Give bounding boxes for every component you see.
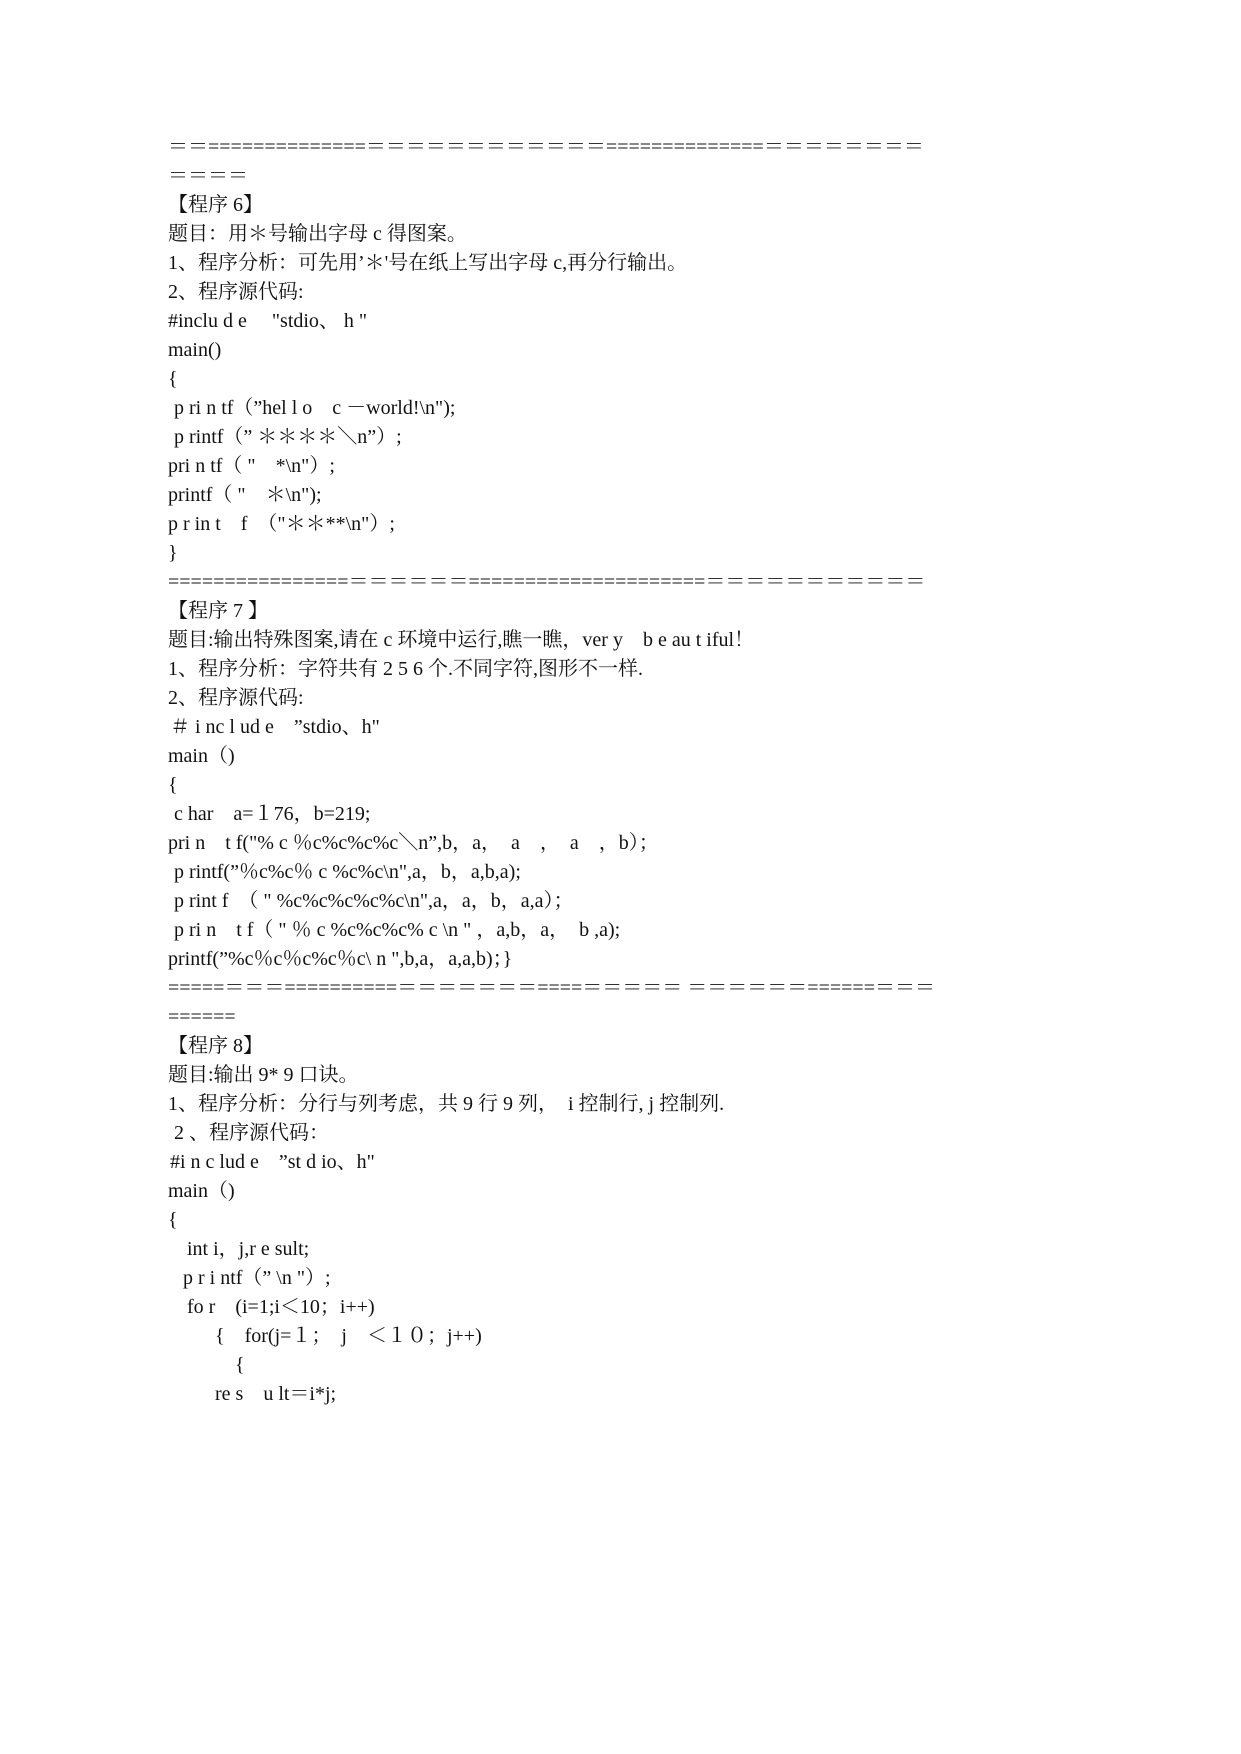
separator-line: ================＝＝＝＝＝＝=====================＝＝＝＝＝＝＝＝＝＝＝ [168, 571, 926, 593]
program-8-heading: 【程序 8】 [168, 1035, 263, 1057]
program-7-code-line: p ri n t f（ " ％ c %c%c%c% c \n " ，a,b，a， b ,a); [174, 919, 621, 941]
program-6-code-line: p r in t f （"＊＊**\n"）; [168, 513, 395, 535]
program-8-code-line: { [235, 1354, 245, 1376]
program-7-source-label: 2、程序源代码: [168, 687, 304, 709]
program-6-code-line: { [168, 368, 178, 390]
program-8-code-line: { for(j=１； j ＜１０；j++) [215, 1325, 482, 1347]
program-7-code-line: ＃ i nc l ud e ”stdio、h" [170, 716, 380, 738]
program-8-analysis: 1、程序分析：分行与列考虑，共 9 行 9 列， i 控制行, j 控制列. [168, 1093, 725, 1115]
program-6-question: 题目：用＊号输出字母 c 得图案。 [168, 223, 467, 245]
program-8-code-line: #i n c lud e ”st d io、h" [170, 1151, 375, 1173]
separator-line: =====＝＝＝==========＝＝＝＝＝＝＝====＝＝＝＝＝ ＝＝＝＝＝＝======＝＝＝ [168, 977, 935, 999]
program-8-code-line: { [168, 1209, 178, 1231]
program-7-code-line: { [168, 774, 178, 796]
program-6-heading: 【程序 6】 [168, 194, 263, 216]
program-6-analysis: 1、程序分析：可先用’＊'号在纸上写出字母 c,再分行输出。 [168, 252, 688, 274]
separator-line: ＝＝==============＝＝＝＝＝＝＝＝＝＝＝＝==============＝＝＝＝＝＝＝＝ [168, 136, 924, 158]
program-7-code-line: c har a=１76，b=219; [174, 803, 371, 825]
program-7-analysis: 1、程序分析：字符共有 2 5 6 个.不同字符,图形不一样. [168, 658, 643, 680]
program-6-code-line: printf（ " ＊\n"); [168, 484, 322, 506]
program-7-code-line: p rint f （ " %c%c%c%c%c\n",a，a，b，a,a）； [174, 890, 574, 912]
separator-line: ＝＝＝＝ [168, 165, 248, 187]
program-7-question: 题目:输出特殊图案,请在 c 环境中运行,瞧一瞧，ver y b e au t iful！ [168, 629, 755, 651]
program-8-code-line: re s u lt＝i*j; [215, 1383, 337, 1405]
program-8-question: 题目:输出 9* 9 口诀。 [168, 1064, 359, 1086]
program-6-source-label: 2、程序源代码: [168, 281, 304, 303]
program-6-code-line: main() [168, 339, 222, 361]
separator-line: ====== [168, 1006, 236, 1028]
program-8-code-line: p r i ntf（” \n "）; [183, 1267, 331, 1289]
program-7-code-line: pri n t f("% c ％c%c%c%c＼n”,b，a， a ， a ，b）； [168, 832, 659, 854]
program-6-code-line: p ri n tf（”hel l o c －world!\n"); [174, 397, 456, 419]
program-7-code-line: p rintf(”％c%c％ c %c%c\n",a，b，a,b,a); [174, 861, 521, 883]
program-6-code-line: } [168, 542, 178, 564]
program-7-code-line: main（) [168, 745, 235, 767]
document-page [168, 133, 1068, 1409]
program-8-code-line: fo r (i=1;i＜10；i++) [187, 1296, 375, 1318]
program-7-heading: 【程序 7 】 [168, 600, 268, 622]
program-6-code-line: #inclu d e "stdio、 h " [168, 310, 368, 332]
program-8-source-label: 2 、程序源代码： [174, 1122, 329, 1144]
program-6-code-line: pri n tf（ " *\n"）; [168, 455, 335, 477]
program-8-code-line: int i，j,r e sult; [187, 1238, 310, 1260]
program-8-code-line: main（) [168, 1180, 235, 1202]
program-6-code-line: p rintf（” ＊＊＊＊＼n”）; [174, 426, 402, 448]
program-7-code-line: printf(”%c％c％c%c％c\ n ",b,a，a,a,b)；} [168, 948, 513, 970]
